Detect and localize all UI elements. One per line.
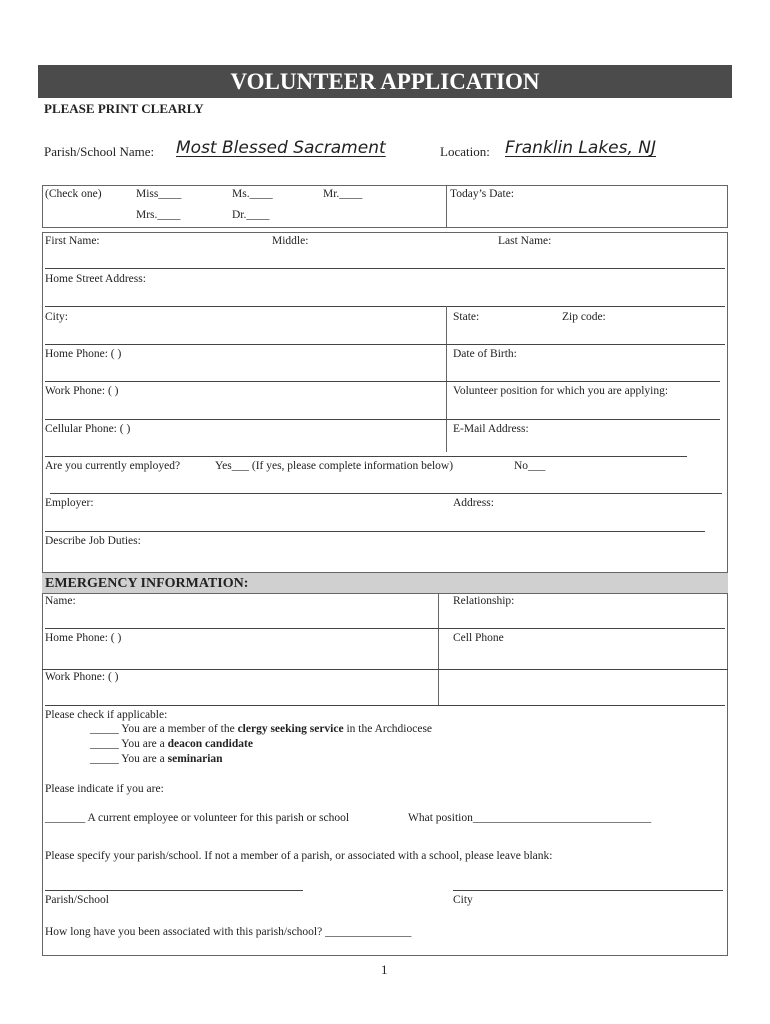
seminarian-option-prefix: _____ You are a — [90, 753, 168, 765]
employer-field[interactable]: Employer: — [45, 497, 94, 509]
check-one-label: (Check one) — [45, 188, 102, 200]
divider — [45, 306, 725, 307]
deacon-option[interactable] — [90, 738, 253, 750]
print-instruction: PLEASE PRINT CLEARLY — [44, 101, 204, 116]
location-label: Location: — [440, 144, 490, 159]
how-long-field[interactable]: How long have you been associated with this parish/school? _______________ — [45, 926, 412, 938]
city-field[interactable]: City: — [45, 311, 69, 323]
volunteer-position-field[interactable]: Volunteer position for which you are applying: — [453, 385, 669, 397]
clergy-option-bold: clergy seeking service — [237, 723, 344, 735]
divider — [45, 628, 725, 629]
emergency-name-field[interactable]: Name: — [45, 595, 76, 607]
state-field[interactable]: State: — [453, 311, 480, 323]
applicable-heading: Please check if applicable: — [45, 709, 168, 721]
emergency-relationship-field[interactable]: Relationship: — [453, 595, 515, 607]
emergency-heading: EMERGENCY INFORMATION: — [42, 572, 728, 594]
divider — [45, 268, 725, 269]
parish-school-label: Parish/School — [45, 894, 109, 906]
employed-question: Are you currently employed? — [45, 460, 181, 472]
dob-field[interactable]: Date of Birth: — [453, 348, 517, 360]
todays-date-field[interactable]: Today’s Date: — [450, 188, 515, 200]
first-name-field[interactable]: First Name: — [45, 235, 100, 247]
miss-option[interactable]: Miss____ — [136, 188, 182, 200]
seminarian-option[interactable] — [90, 753, 223, 765]
parish-school-line[interactable] — [45, 890, 303, 891]
lower-box — [42, 594, 728, 956]
clergy-option[interactable] — [90, 723, 432, 735]
home-street-field[interactable]: Home Street Address: — [45, 273, 146, 285]
seminarian-option-bold: seminarian — [167, 753, 223, 765]
emergency-home-phone-field[interactable]: Home Phone: ( ) — [45, 632, 122, 644]
home-phone-field[interactable]: Home Phone: ( ) — [45, 348, 122, 360]
deacon-option-bold: deacon candidate — [167, 738, 253, 750]
employed-no-option[interactable]: No___ — [514, 460, 546, 472]
divider — [45, 344, 725, 345]
email-field[interactable]: E-Mail Address: — [453, 423, 529, 435]
divider — [45, 531, 705, 532]
emergency-work-phone-field[interactable]: Work Phone: ( ) — [45, 671, 119, 683]
divider — [438, 594, 439, 706]
indicate-heading: Please indicate if you are: — [45, 783, 164, 795]
cell-phone-field[interactable]: Cellular Phone: ( ) — [45, 423, 131, 435]
current-employee-option[interactable]: _______ A current employee or volunteer for this parish or school — [45, 812, 350, 824]
mr-option[interactable]: Mr.____ — [323, 188, 363, 200]
location-value[interactable]: Franklin Lakes, NJ — [505, 138, 657, 158]
middle-name-field[interactable]: Middle: — [272, 235, 309, 247]
clergy-option-prefix: _____ You are a member of the — [90, 723, 238, 735]
divider — [50, 493, 722, 494]
specify-text: Please specify your parish/school. If not a member of a parish, or associated with a school, please leave blank: — [45, 850, 553, 862]
deacon-option-prefix: _____ You are a — [90, 738, 168, 750]
divider — [45, 705, 725, 706]
dr-option[interactable]: Dr.____ — [232, 209, 270, 221]
work-phone-field[interactable]: Work Phone: ( ) — [45, 385, 119, 397]
city-line[interactable] — [453, 890, 723, 891]
divider — [45, 419, 720, 420]
parish-value[interactable]: Most Blessed Sacrament — [176, 138, 386, 158]
ms-option[interactable]: Ms.____ — [232, 188, 273, 200]
divider — [45, 381, 720, 382]
divider — [45, 456, 687, 457]
what-position-field[interactable]: What position_______________________________ — [408, 812, 652, 824]
page-number: 1 — [381, 962, 388, 977]
employed-yes-option[interactable]: Yes___ (If yes, please complete information below) — [215, 460, 454, 472]
city-label: City — [453, 894, 473, 906]
job-duties-field[interactable]: Describe Job Duties: — [45, 535, 141, 547]
form-title: VOLUNTEER APPLICATION — [38, 65, 732, 98]
divider — [42, 669, 728, 670]
emergency-cell-phone-field[interactable]: Cell Phone — [453, 632, 504, 644]
divider — [446, 306, 447, 452]
employer-address-field[interactable]: Address: — [453, 497, 494, 509]
last-name-field[interactable]: Last Name: — [498, 235, 552, 247]
parish-label: Parish/School Name: — [44, 144, 155, 159]
divider — [446, 185, 447, 228]
clergy-option-suffix: in the Archdiocese — [343, 723, 433, 735]
zip-field[interactable]: Zip code: — [562, 311, 606, 323]
mrs-option[interactable]: Mrs.____ — [136, 209, 181, 221]
